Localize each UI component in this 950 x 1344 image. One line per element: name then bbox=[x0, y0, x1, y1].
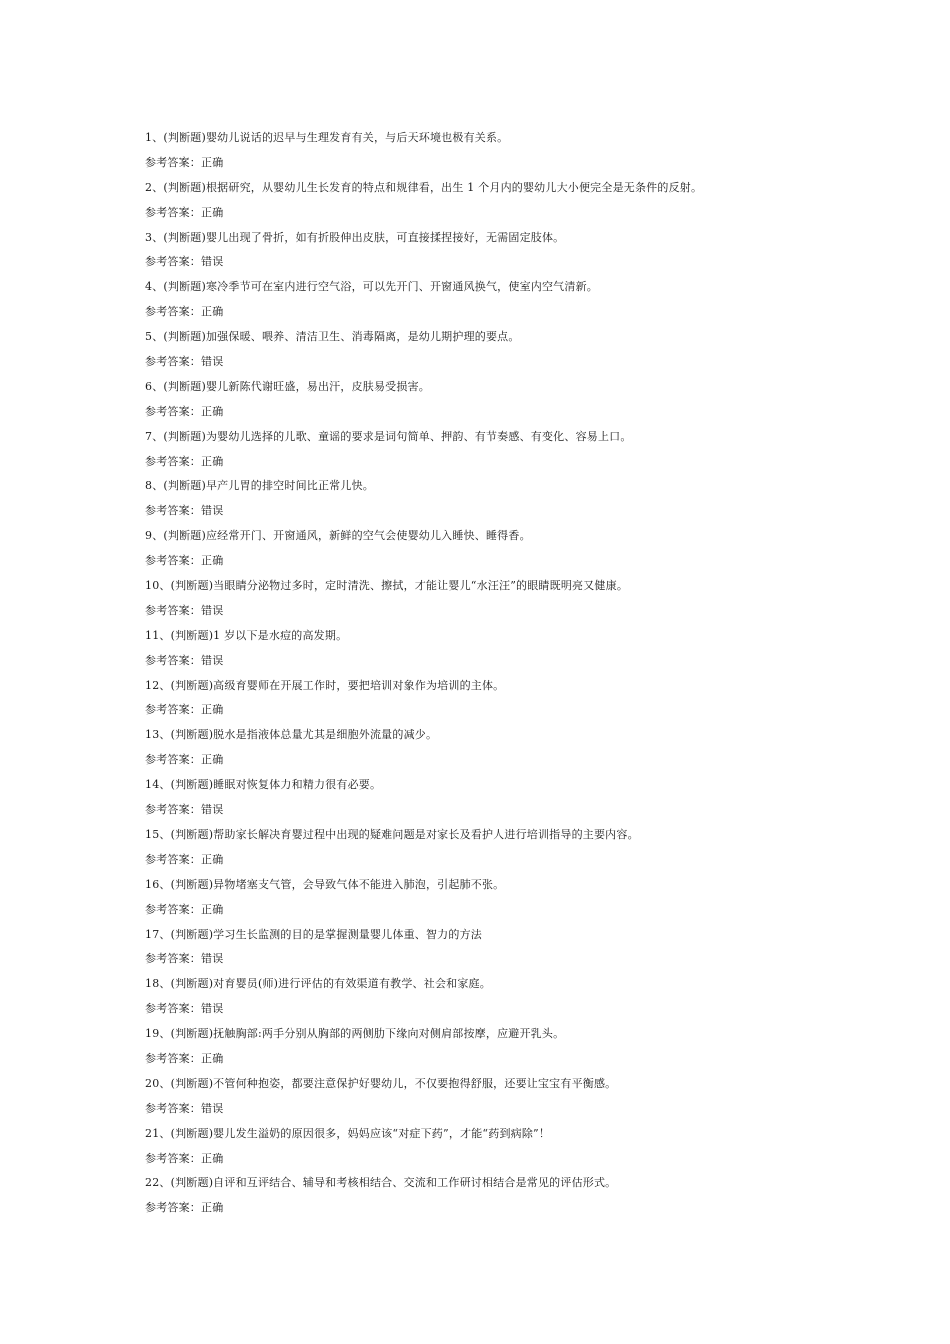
question-text: 10、(判断题)当眼睛分泌物过多时，定时清洗、擦拭，才能让婴儿“水汪汪”的眼睛既明亮又健康。 bbox=[145, 579, 629, 593]
question-text: 7、(判断题)为婴幼儿选择的儿歌、童谣的要求是词句简单、押韵、有节奏感、有变化、容易上口。 bbox=[145, 429, 632, 443]
question-text: 15、(判断题)帮助家长解决育婴过程中出现的疑难问题是对家长及看护人进行培训指导的主要内容。 bbox=[145, 827, 639, 841]
answer-text: 参考答案：错误 bbox=[145, 603, 224, 617]
answer-text: 参考答案：正确 bbox=[145, 1051, 224, 1065]
question-text: 3、(判断题)婴儿出现了骨折，如有折股伸出皮肤，可直接揉捏接好，无需固定肢体。 bbox=[145, 230, 565, 244]
question-text: 5、(判断题)加强保暖、喂养、清洁卫生、消毒隔离，是幼儿期护理的要点。 bbox=[145, 330, 520, 344]
answer-text: 参考答案：正确 bbox=[145, 305, 224, 319]
question-text: 18、(判断题)对育婴员(师)进行评估的有效渠道有教学、社会和家庭。 bbox=[145, 977, 491, 991]
answer-text: 参考答案：错误 bbox=[145, 255, 224, 269]
answer-text: 参考答案：正确 bbox=[145, 205, 224, 219]
question-text: 22、(判断题)自评和互评结合、辅导和考核相结合、交流和工作研讨相结合是常见的评估形式。 bbox=[145, 1176, 617, 1190]
answer-text: 参考答案：正确 bbox=[145, 1201, 224, 1215]
question-text: 8、(判断题)早产儿胃的排空时间比正常儿快。 bbox=[145, 479, 374, 493]
question-text: 4、(判断题)寒冷季节可在室内进行空气浴，可以先开门、开窗通风换气，使室内空气清新。 bbox=[145, 280, 598, 294]
answer-text: 参考答案：正确 bbox=[145, 454, 224, 468]
answer-text: 参考答案：错误 bbox=[145, 504, 224, 518]
answer-text: 参考答案：错误 bbox=[145, 803, 224, 817]
answer-text: 参考答案：正确 bbox=[145, 404, 224, 418]
question-text: 9、(判断题)应经常开门、开窗通风，新鲜的空气会使婴幼儿入睡快、睡得香。 bbox=[145, 529, 531, 543]
question-text: 2、(判断题)根据研究，从婴幼儿生长发育的特点和规律看，出生 1 个月内的婴幼儿大小便完全是无条件的反射。 bbox=[145, 180, 703, 194]
answer-text: 参考答案：错误 bbox=[145, 653, 224, 667]
question-text: 20、(判断题)不管何种抱姿，都要注意保护好婴幼儿，不仅要抱得舒服，还要让宝宝有平衡感。 bbox=[145, 1076, 617, 1090]
answer-text: 参考答案：正确 bbox=[145, 1151, 224, 1165]
question-text: 1、(判断题)婴幼儿说话的迟早与生理发育有关，与后天环境也极有关系。 bbox=[145, 131, 509, 144]
question-text: 21、(判断题)婴儿发生溢奶的原因很多，妈妈应该“对症下药”，才能“药到病除”！ bbox=[145, 1126, 551, 1140]
answer-text: 参考答案：正确 bbox=[145, 753, 224, 767]
question-text: 16、(判断题)异物堵塞支气管，会导致气体不能进入肺泡，引起肺不张。 bbox=[145, 877, 505, 891]
question-text: 11、(判断题)1 岁以下是水痘的高发期。 bbox=[145, 628, 348, 642]
answer-text: 参考答案：错误 bbox=[145, 1002, 224, 1016]
question-answer-list bbox=[145, 126, 905, 1221]
answer-text: 参考答案：正确 bbox=[145, 703, 224, 717]
answer-text: 参考答案：正确 bbox=[145, 155, 224, 169]
question-text: 19、(判断题)抚触胸部:两手分别从胸部的两侧肋下缘向对侧肩部按摩，应避开乳头。 bbox=[145, 1027, 565, 1041]
question-text: 6、(判断题)婴儿新陈代谢旺盛，易出汗，皮肤易受损害。 bbox=[145, 379, 430, 393]
answer-text: 参考答案：错误 bbox=[145, 952, 224, 966]
answer-text: 参考答案：正确 bbox=[145, 902, 224, 916]
answer-text: 参考答案：错误 bbox=[145, 1101, 224, 1115]
question-text: 14、(判断题)睡眠对恢复体力和精力很有必要。 bbox=[145, 778, 382, 792]
question-text: 17、(判断题)学习生长监测的目的是掌握测量婴儿体重、智力的方法 bbox=[145, 927, 482, 941]
question-text: 12、(判断题)高级育婴师在开展工作时，要把培训对象作为培训的主体。 bbox=[145, 678, 505, 692]
answer-text: 参考答案：正确 bbox=[145, 852, 224, 866]
answer-text: 参考答案：错误 bbox=[145, 355, 224, 369]
question-text: 13、(判断题)脱水是指液体总量尤其是细胞外流量的减少。 bbox=[145, 728, 438, 742]
answer-text: 参考答案：正确 bbox=[145, 554, 224, 568]
